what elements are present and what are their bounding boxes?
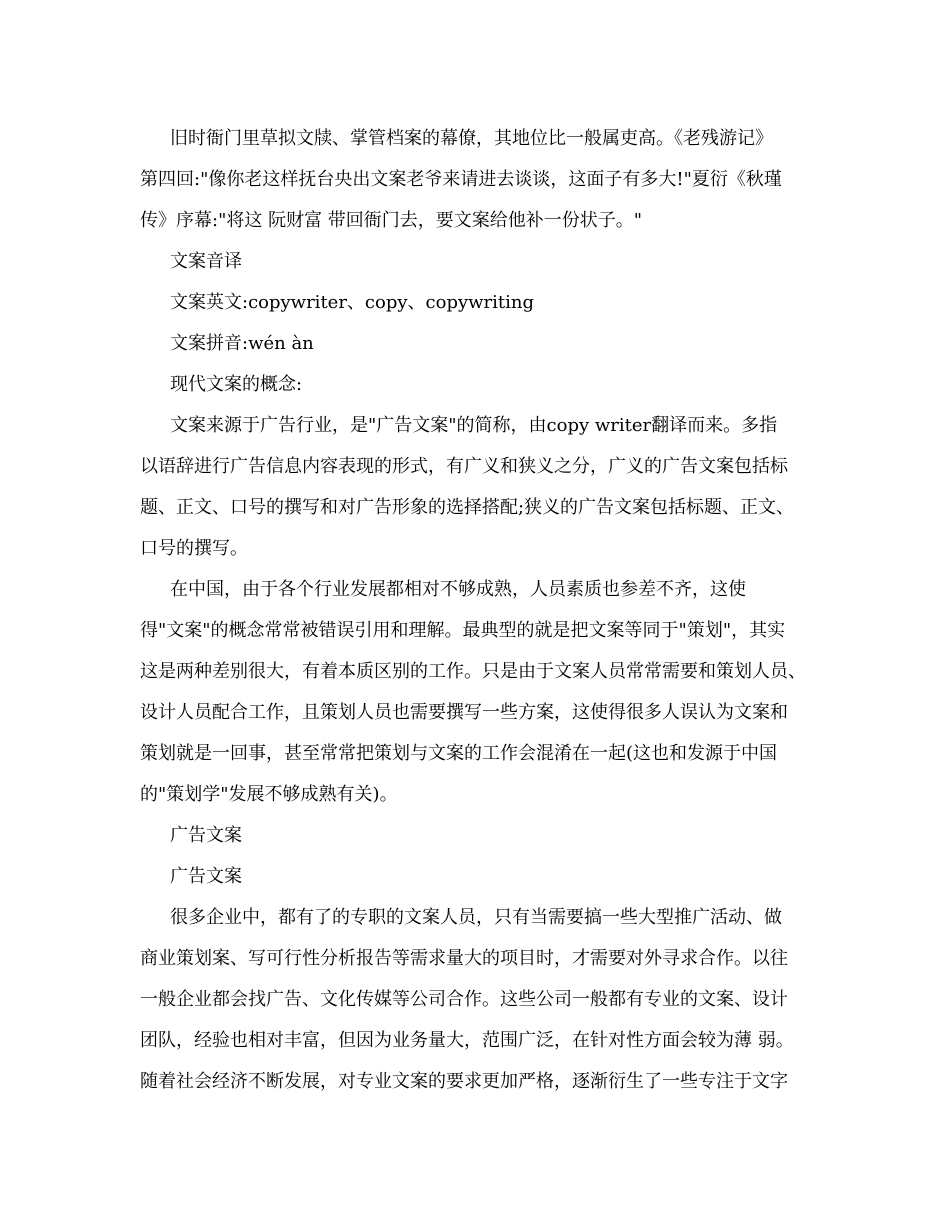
text-line: 广告文案 — [170, 825, 242, 846]
paragraph-enterprises — [140, 897, 830, 1102]
paragraph-history — [140, 118, 830, 241]
text-line: 现代文案的概念: — [170, 374, 303, 395]
text-line: 团队，经验也相对丰富，但因为业务量大，范围广泛，在针对性方面会较为薄 弱。 — [140, 1030, 794, 1051]
heading-ad-copy-2 — [140, 856, 830, 897]
text-line: 在中国，由于各个行业发展都相对不够成熟，人员素质也参差不齐，这使 — [170, 579, 746, 600]
text-line: 设计人员配合工作，且策划人员也需要撰写一些方案，这使得很多人误认为文案和 — [140, 702, 788, 723]
text-line: 文案音译 — [170, 251, 242, 272]
heading-ad-copy-1 — [140, 815, 830, 856]
text-line: 随着社会经济不断发展，对专业文案的要求更加严格，逐渐衍生了一些专注于文字 — [140, 1071, 788, 1092]
document-body — [140, 118, 830, 1102]
heading-modern-concept — [140, 364, 830, 405]
paragraph-china — [140, 569, 830, 815]
text-line: 文案来源于广告行业，是"广告文案"的简称，由copy writer翻译而来。多指 — [170, 415, 778, 436]
text-line: 一般企业都会找广告、文化传媒等公司合作。这些公司一般都有专业的文案、设计 — [140, 989, 788, 1010]
text-line: 这是两种差别很大，有着本质区别的工作。只是由于文案人员常常需要和策划人员、 — [140, 661, 806, 682]
text-line: 策划就是一回事，甚至常常把策划与文案的工作会混淆在一起(这也和发源于中国 — [140, 743, 778, 764]
text-line: 得"文案"的概念常常被错误引用和理解。最典型的就是把文案等同于"策划"，其实 — [140, 620, 786, 641]
paragraph-origin — [140, 405, 830, 569]
text-line: 商业策划案、写可行性分析报告等需求量大的项目时，才需要对外寻求合作。以往 — [140, 948, 788, 969]
text-line: 第四回:"像你老这样抚台央出文案老爷来请进去谈谈，这面子有多大!"夏衍《秋瑾 — [140, 169, 782, 190]
text-line: 文案拼音:wén àn — [170, 333, 314, 354]
heading-transliteration — [140, 241, 830, 282]
text-line: 文案英文:copywriter、copy、copywriting — [170, 292, 535, 313]
text-line: 的"策划学"发展不够成熟有关)。 — [140, 784, 398, 805]
text-line: 旧时衙门里草拟文牍、掌管档案的幕僚，其地位比一般属吏高。《老残游记》 — [170, 128, 773, 149]
text-line: 传》序幕:"将这 阮财富 带回衙门去，要文案给他补一份状子。" — [140, 210, 643, 231]
paragraph-pinyin — [140, 323, 830, 364]
text-line: 以语辞进行广告信息内容表现的形式，有广义和狭义之分，广义的广告文案包括标 — [140, 456, 788, 477]
text-line: 题、正文、口号的撰写和对广告形象的选择搭配;狭义的广告文案包括标题、正文、 — [140, 497, 795, 518]
text-line: 口号的撰写。 — [140, 538, 248, 559]
paragraph-english — [140, 282, 830, 323]
text-line: 广告文案 — [170, 866, 242, 887]
text-line: 很多企业中，都有了的专职的文案人员，只有当需要搞一些大型推广活动、做 — [170, 907, 782, 928]
